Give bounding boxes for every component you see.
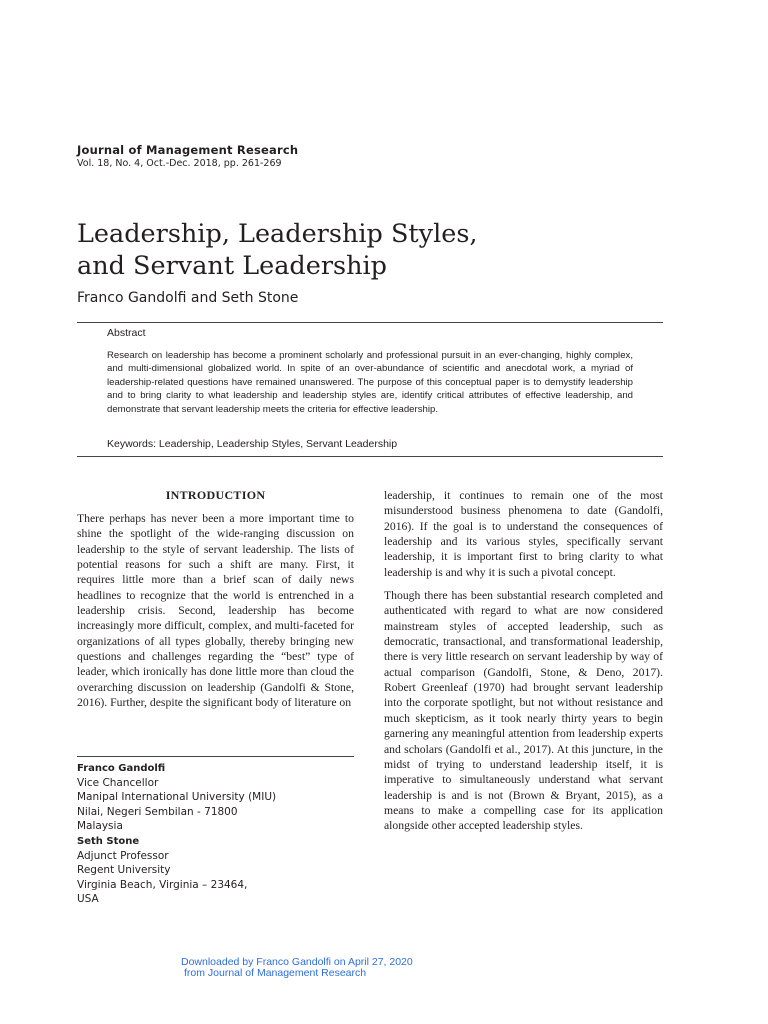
journal-issue: Vol. 18, No. 4, Oct.-Dec. 2018, pp. 261-269 <box>77 158 282 169</box>
affiliation-line: Vice Chancellor <box>77 777 159 790</box>
intro-paragraph-1: leadership, it continues to remain one of the most misunderstood business phenomena to date (Gandolfi, 2016). If the goal is to understand the consequences of leadership and its various styles, specifically servant leadership, it is important first to bring clarity to what leadership is and why it is such a pivotal concept. <box>384 489 663 579</box>
title-line-1: Leadership, Leadership Styles, <box>77 219 478 249</box>
abstract-text: Research on leadership has become a prominent scholarly and professional pursuit in an ever-changing, highly complex, and multi-dimensional globalized world. In spite of an over-abundance of scientific and anecdotal work, a myriad of leadership-related questions have remained unanswered. The purpose of this conceptual paper is to demystify leadership and to bring clarity to what leadership and leadership styles are, identify critical attributes of effective leadership, and demonstrate that servant leadership meets the criteria for effective leadership. <box>107 350 633 415</box>
journal-name: Journal of Management Research <box>77 143 299 157</box>
affiliation-rule <box>77 756 354 757</box>
affiliation-name: Franco Gandolfi <box>77 763 166 774</box>
download-notice <box>181 957 413 979</box>
intro-left-column: There perhaps has never been a more important time to shine the spotlight of the wide-ranging discussion on leadership to the style of servant leadership. The lists of potential reasons for such a shift are many. First, it requires little more than a brief scan of daily news headlines to recognize that the world is entrenched in a leadership crisis. Second, leadership has become increasingly more difficult, complex, and multi-faceted for organizations of all types globally, thereby bringing new questions and challenges regarding the “best” type of leader, which ironically has done little more than cloud the overarching discussion on leadership (Gandolfi & Stone, 2016). Further, despite the significant body of literature on <box>77 512 354 710</box>
authors: Franco Gandolfi and Seth Stone <box>77 290 299 306</box>
abstract-top-rule <box>77 322 663 323</box>
title-line-2: and Servant Leadership <box>77 251 388 281</box>
affiliation-line: USA <box>77 892 99 905</box>
intro-paragraph-2: Though there has been substantial research completed and authenticated with regard to what are now considered mainstream styles of accepted leadership, such as democratic, transactional, and transformational leadership, there is very little research on servant leadership by way of actual comparison (Gandolfi, Stone, & Deno, 2017). Robert Greenleaf (1970) had brought servant leadership into the corporate spotlight, but not without resistance and much skepticism, as it took nearly thirty years to begin garnering any meaningful attention from leadership experts and scholars (Gandolfi et al., 2017). At this juncture, in the midst of trying to understand leadership itself, it is imperative to simultaneously understand what servant leadership is and is not (Brown & Bryant, 2015), as a means to make a compelling case for its application alongside other accepted leadership styles. <box>384 589 663 833</box>
affiliation-line: Adjunct Professor <box>77 850 169 863</box>
section-heading-introduction: INTRODUCTION <box>165 488 266 502</box>
download-notice-line-1: Downloaded by Franco Gandolfi on April 27, 2020 <box>181 956 413 968</box>
affiliation-gandolfi <box>77 762 357 833</box>
paper-title <box>77 218 637 282</box>
affiliation-stone <box>77 835 357 906</box>
keywords: Keywords: Leadership, Leadership Styles, Servant Leadership <box>107 438 398 450</box>
download-notice-line-2: from Journal of Management Research <box>184 967 367 979</box>
affiliation-line: Malaysia <box>77 819 123 832</box>
intro-right-column <box>384 488 663 842</box>
affiliation-line: Manipal International University (MIU) <box>77 791 277 804</box>
abstract-heading: Abstract <box>107 327 146 339</box>
abstract-bottom-rule <box>77 456 663 457</box>
affiliation-line: Nilai, Negeri Sembilan - 71800 <box>77 805 238 818</box>
affiliation-line: Regent University <box>77 864 171 877</box>
affiliation-name: Seth Stone <box>77 836 140 847</box>
affiliation-line: Virginia Beach, Virginia – 23464, <box>77 878 248 891</box>
